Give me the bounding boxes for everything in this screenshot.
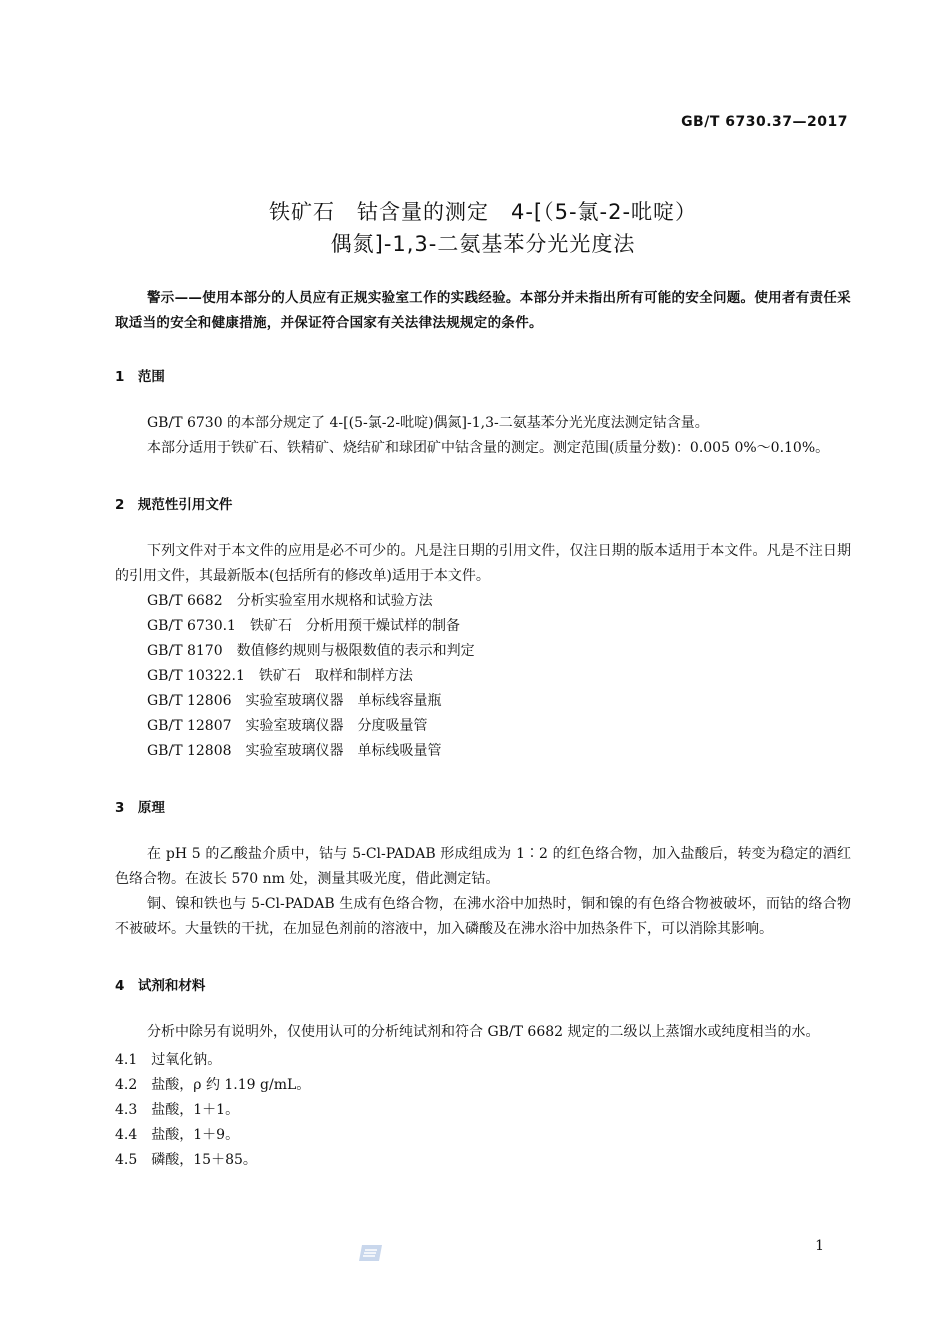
reagents-intro: 分析中除另有说明外，仅使用认可的分析纯试剂和符合 GB/T 6682 规定的二级以上蒸馏水或纯度相当的水。 <box>147 1024 820 1040</box>
reagent-item: 4.3 盐酸，1＋1。 <box>115 1102 240 1118</box>
section-heading-reagents: 4 试剂和材料 <box>115 978 206 994</box>
reagent-item: 4.1 过氧化钠。 <box>115 1052 222 1068</box>
scope-paragraph-2: 本部分适用于铁矿石、铁精矿、烧结矿和球团矿中钴含量的测定。测定范围(质量分数)：0.005 0%～0.10%。 <box>147 440 830 456</box>
document-title <box>115 196 851 260</box>
section-heading-scope: 1 范围 <box>115 369 165 385</box>
reference-item: GB/T 12807 实验室玻璃仪器 分度吸量管 <box>147 718 428 734</box>
reagent-item: 4.4 盐酸，1＋9。 <box>115 1127 240 1143</box>
section-heading-principle: 3 原理 <box>115 800 165 816</box>
standard-code: GB/T 6730.37—2017 <box>681 114 848 130</box>
reference-item: GB/T 6682 分析实验室用水规格和试验方法 <box>147 593 433 609</box>
reference-item: GB/T 6730.1 铁矿石 分析用预干燥试样的制备 <box>147 618 460 634</box>
section-heading-references: 2 规范性引用文件 <box>115 497 233 513</box>
reagent-item: 4.5 磷酸，15＋85。 <box>115 1152 257 1168</box>
page-number: 1 <box>815 1238 824 1254</box>
principle-paragraph-1: 在 pH 5 的乙酸盐介质中，钴与 5-Cl-PADAB 形成组成为 1∶2 的红色络合物，加入盐酸后，转变为稳定的酒红色络合物。在波长 570 nm 处，测量其吸光度，借此测定钴。 <box>115 846 851 887</box>
references-intro: 下列文件对于本文件的应用是必不可少的。凡是注日期的引用文件，仅注日期的版本适用于本文件。凡是不注日期的引用文件，其最新版本(包括所有的修改单)适用于本文件。 <box>115 543 851 584</box>
document-body <box>115 286 851 1173</box>
reagent-item: 4.2 盐酸，ρ 约 1.19 g/mL。 <box>115 1077 311 1093</box>
reference-item: GB/T 12806 实验室玻璃仪器 单标线容量瓶 <box>147 693 442 709</box>
title-line-2: 偶氮]-1,3-二氨基苯分光光度法 <box>330 232 636 256</box>
title-line-1: 铁矿石 钴含量的测定 4-[（5-氯-2-吡啶） <box>268 200 698 224</box>
reference-item: GB/T 12808 实验室玻璃仪器 单标线吸量管 <box>147 743 442 759</box>
reference-item: GB/T 10322.1 铁矿石 取样和制样方法 <box>147 668 413 684</box>
warning-paragraph: 警示——使用本部分的人员应有正规实验室工作的实践经验。本部分并未指出所有可能的安全问题。使用者有责任采取适当的安全和健康措施，并保证符合国家有关法律法规规定的条件。 <box>115 290 851 331</box>
scope-paragraph-1: GB/T 6730 的本部分规定了 4-[(5-氯-2-吡啶)偶氮]-1,3-二氨基苯分光光度法测定钴含量。 <box>147 415 709 431</box>
sac-logo-icon <box>358 1243 384 1263</box>
reference-item: GB/T 8170 数值修约规则与极限数值的表示和判定 <box>147 643 475 659</box>
principle-paragraph-2: 铜、镍和铁也与 5-Cl-PADAB 生成有色络合物，在沸水浴中加热时，铜和镍的有色络合物被破坏，而钴的络合物不被破坏。大量铁的干扰，在加显色剂前的溶液中，加入磷酸及在沸水浴中加热条件下，可以消除其影响。 <box>115 896 851 937</box>
